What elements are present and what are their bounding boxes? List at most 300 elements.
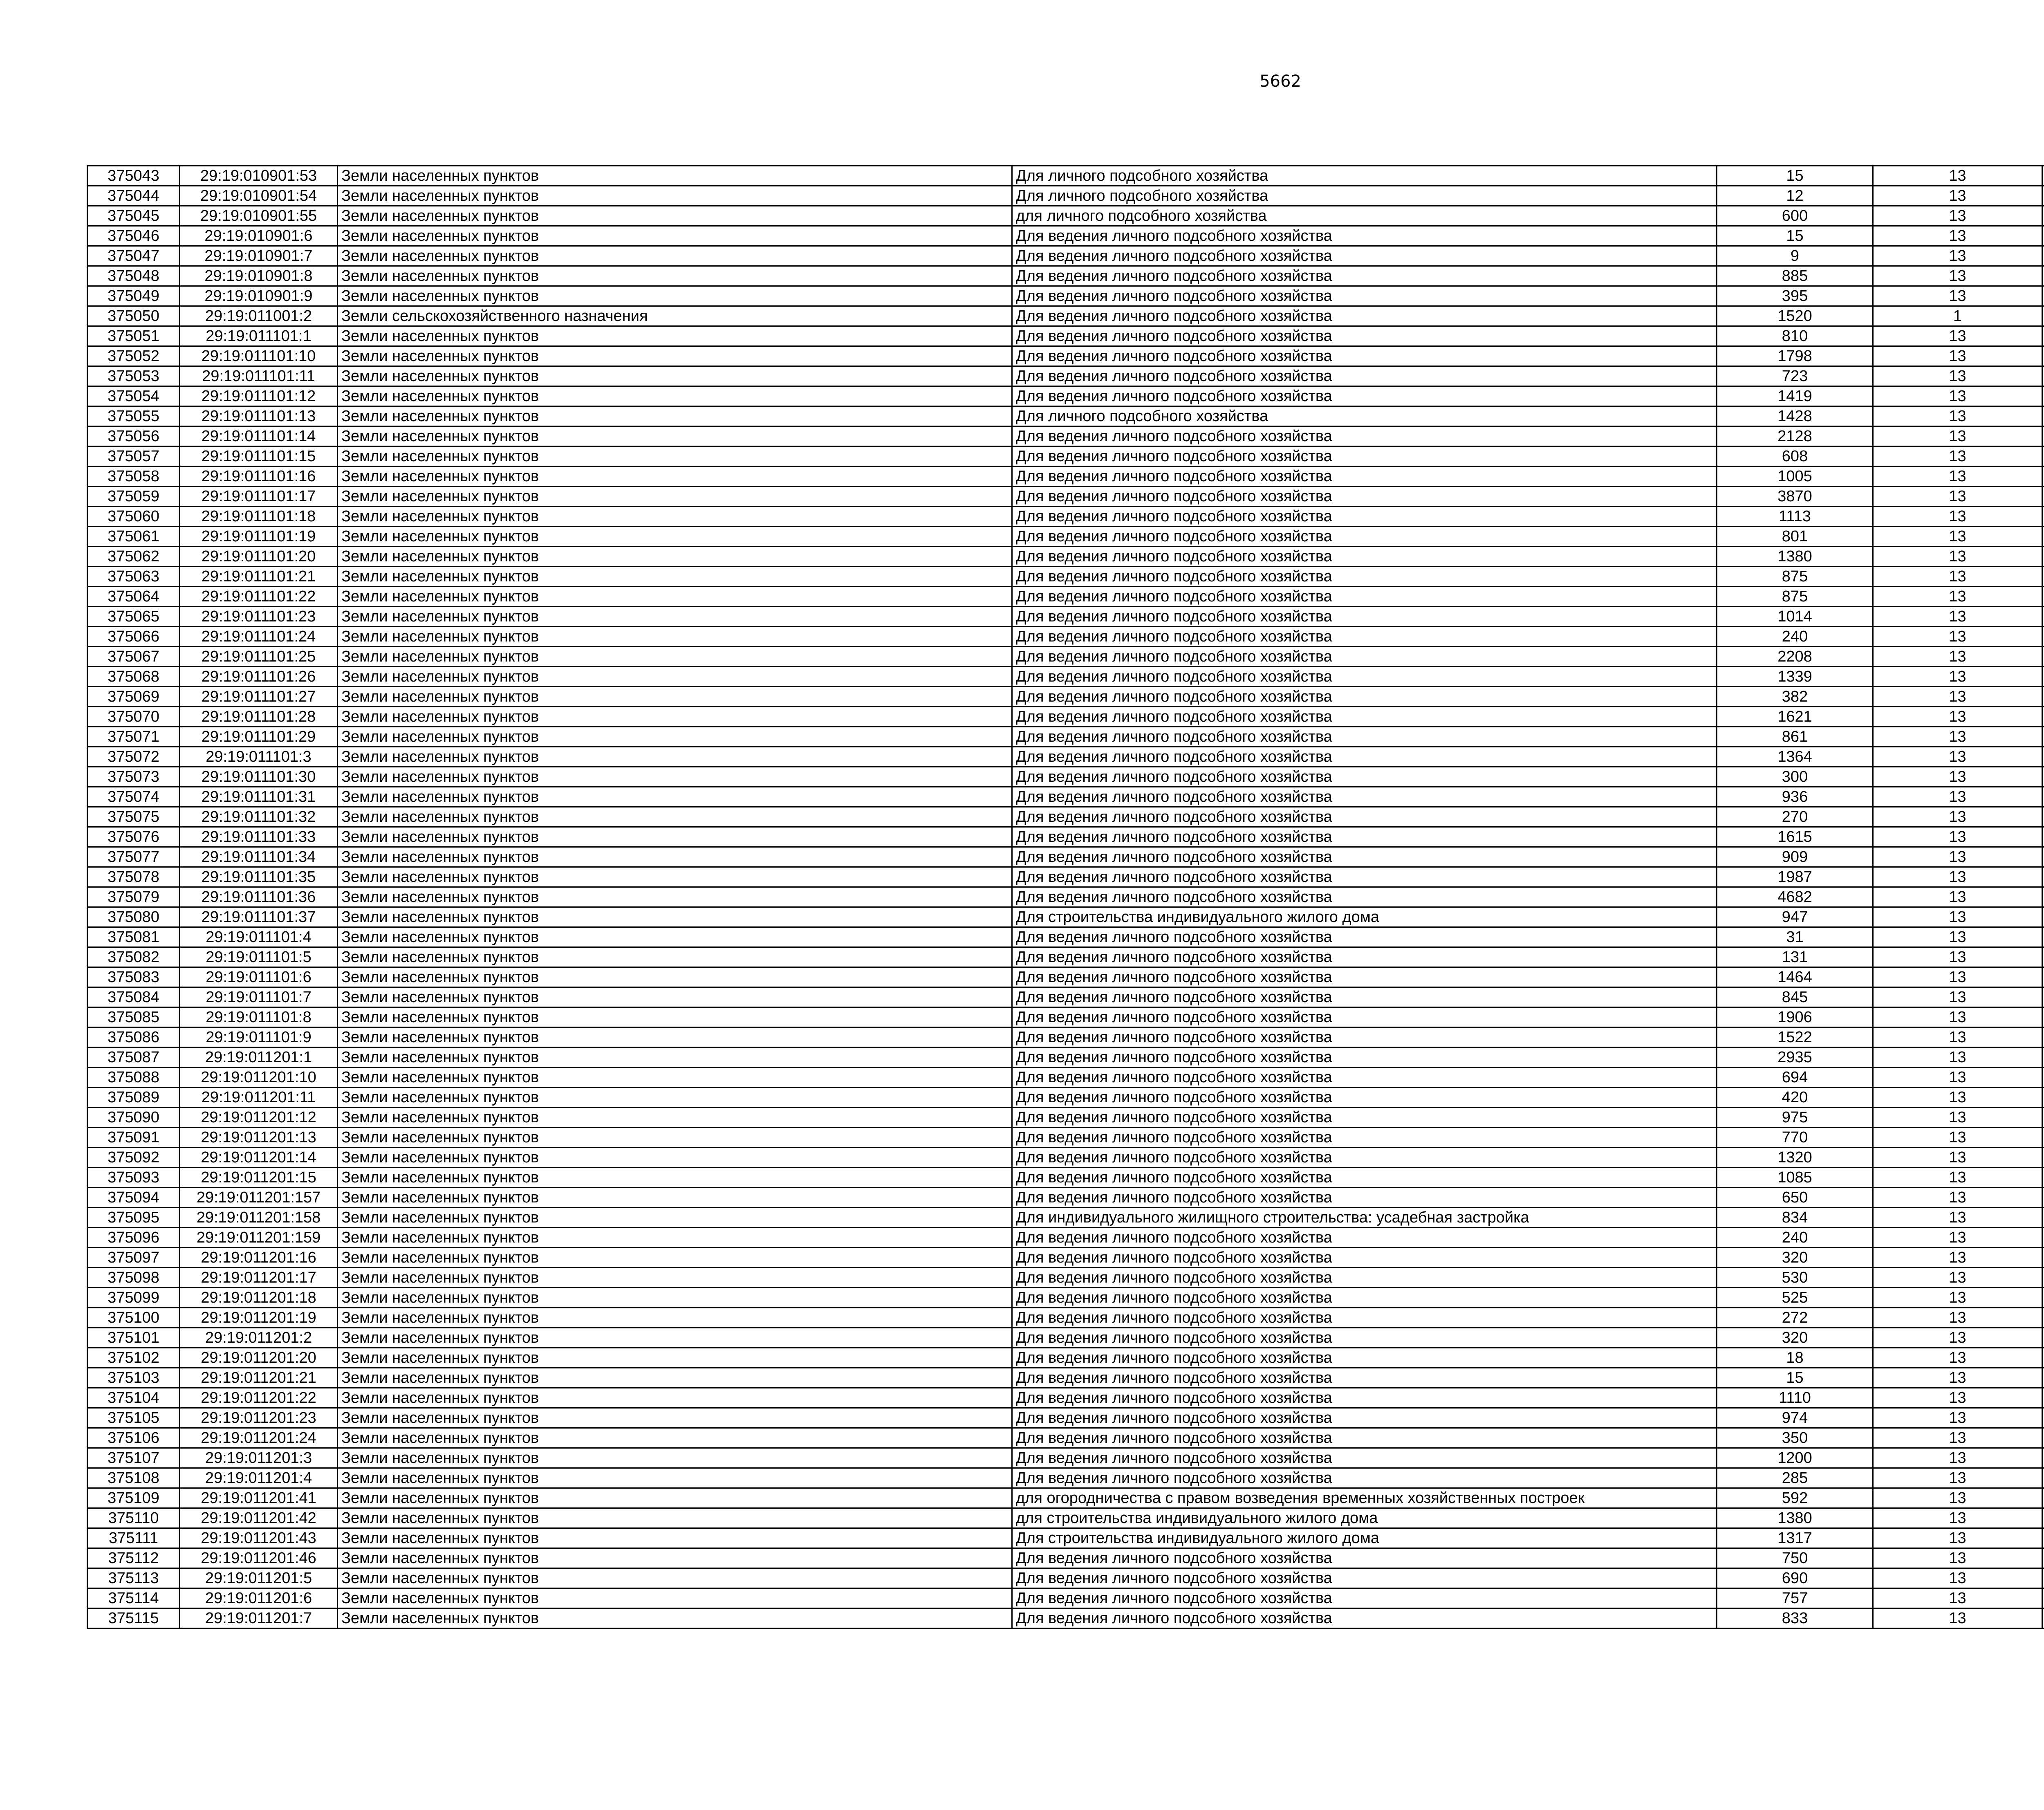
permitted-use-cell: Для личного подсобного хозяйства bbox=[1012, 166, 1717, 186]
land-category-cell: Земли населенных пунктов bbox=[338, 1288, 1012, 1308]
land-category-cell: Земли населенных пунктов bbox=[338, 1308, 1012, 1328]
land-category-cell: Земли населенных пунктов bbox=[338, 927, 1012, 947]
record-number-cell: 375064 bbox=[87, 587, 180, 607]
use-code-cell bbox=[2042, 767, 2044, 787]
cadastral-number-cell: 29:19:011101:30 bbox=[180, 767, 338, 787]
area-cell: 1339 bbox=[1717, 667, 1873, 687]
area-cell: 1522 bbox=[1717, 1027, 1873, 1047]
land-category-cell: Земли населенных пунктов bbox=[338, 1208, 1012, 1228]
land-category-cell: Земли населенных пунктов bbox=[338, 467, 1012, 487]
cadastral-number-cell: 29:19:011101:15 bbox=[180, 446, 338, 467]
area-cell: 947 bbox=[1717, 907, 1873, 927]
area-cell: 845 bbox=[1717, 987, 1873, 1007]
permitted-use-cell: Для ведения личного подсобного хозяйства bbox=[1012, 346, 1717, 366]
record-number-cell: 375089 bbox=[87, 1088, 180, 1108]
record-number-cell: 375081 bbox=[87, 927, 180, 947]
cadastral-number-cell: 29:19:011101:33 bbox=[180, 827, 338, 847]
group-code-cell: 13 bbox=[1873, 587, 2042, 607]
group-code-cell: 13 bbox=[1873, 346, 2042, 366]
use-code-cell bbox=[2042, 647, 2044, 667]
land-category-cell: Земли населенных пунктов bbox=[338, 867, 1012, 887]
cadastral-number-cell: 29:19:010901:6 bbox=[180, 226, 338, 246]
table-row bbox=[87, 507, 2044, 527]
use-code-cell bbox=[2042, 1248, 2044, 1268]
group-code-cell: 13 bbox=[1873, 1608, 2042, 1628]
permitted-use-cell: Для ведения личного подсобного хозяйства bbox=[1012, 1128, 1717, 1148]
record-number-cell: 375078 bbox=[87, 867, 180, 887]
cadastral-number-cell: 29:19:011101:13 bbox=[180, 406, 338, 426]
group-code-cell: 13 bbox=[1873, 1328, 2042, 1348]
table-row bbox=[87, 867, 2044, 887]
group-code-cell: 13 bbox=[1873, 667, 2042, 687]
use-code-cell bbox=[2042, 286, 2044, 306]
land-category-cell: Земли населенных пунктов bbox=[338, 607, 1012, 627]
use-code-cell bbox=[2042, 667, 2044, 687]
cadastral-number-cell: 29:19:011201:2 bbox=[180, 1328, 338, 1348]
land-category-cell: Земли населенных пунктов bbox=[338, 667, 1012, 687]
area-cell: 1464 bbox=[1717, 967, 1873, 987]
cadastral-number-cell: 29:19:010901:54 bbox=[180, 186, 338, 206]
area-cell: 1621 bbox=[1717, 707, 1873, 727]
table-row bbox=[87, 587, 2044, 607]
group-code-cell: 13 bbox=[1873, 1568, 2042, 1588]
cadastral-number-cell: 29:19:011101:35 bbox=[180, 867, 338, 887]
use-code-cell bbox=[2042, 166, 2044, 186]
record-number-cell: 375102 bbox=[87, 1348, 180, 1368]
table-row bbox=[87, 1108, 2044, 1128]
record-number-cell: 375057 bbox=[87, 446, 180, 467]
area-cell: 833 bbox=[1717, 1608, 1873, 1628]
use-code-cell bbox=[2042, 1148, 2044, 1168]
land-category-cell: Земли населенных пунктов bbox=[338, 987, 1012, 1007]
record-number-cell: 375050 bbox=[87, 306, 180, 326]
use-code-cell bbox=[2042, 1448, 2044, 1468]
cadastral-number-cell: 29:19:011101:36 bbox=[180, 887, 338, 907]
area-cell: 2128 bbox=[1717, 426, 1873, 446]
area-cell: 15 bbox=[1717, 226, 1873, 246]
cadastral-number-cell: 29:19:011101:23 bbox=[180, 607, 338, 627]
record-number-cell: 375046 bbox=[87, 226, 180, 246]
permitted-use-cell: Для ведения личного подсобного хозяйства bbox=[1012, 1308, 1717, 1328]
group-code-cell: 13 bbox=[1873, 446, 2042, 467]
cadastral-number-cell: 29:19:011101:8 bbox=[180, 1007, 338, 1027]
group-code-cell: 13 bbox=[1873, 1027, 2042, 1047]
permitted-use-cell: Для ведения личного подсобного хозяйства bbox=[1012, 767, 1717, 787]
table-row bbox=[87, 1328, 2044, 1348]
permitted-use-cell: Для ведения личного подсобного хозяйства bbox=[1012, 927, 1717, 947]
area-cell: 757 bbox=[1717, 1588, 1873, 1608]
use-code-cell bbox=[2042, 326, 2044, 346]
cadastral-number-cell: 29:19:011201:42 bbox=[180, 1508, 338, 1528]
permitted-use-cell: Для ведения личного подсобного хозяйства bbox=[1012, 587, 1717, 607]
permitted-use-cell: Для ведения личного подсобного хозяйства bbox=[1012, 286, 1717, 306]
use-code-cell bbox=[2042, 346, 2044, 366]
land-category-cell: Земли населенных пунктов bbox=[338, 426, 1012, 446]
cadastral-number-cell: 29:19:011201:5 bbox=[180, 1568, 338, 1588]
cadastral-number-cell: 29:19:011201:11 bbox=[180, 1088, 338, 1108]
land-category-cell: Земли населенных пунктов bbox=[338, 326, 1012, 346]
record-number-cell: 375048 bbox=[87, 266, 180, 286]
use-code-cell bbox=[2042, 1168, 2044, 1188]
record-number-cell: 375099 bbox=[87, 1288, 180, 1308]
area-cell: 770 bbox=[1717, 1128, 1873, 1148]
use-code-cell bbox=[2042, 1428, 2044, 1448]
land-category-cell: Земли населенных пунктов bbox=[338, 587, 1012, 607]
table-row bbox=[87, 527, 2044, 547]
land-category-cell: Земли населенных пунктов bbox=[338, 747, 1012, 767]
permitted-use-cell: Для ведения личного подсобного хозяйства bbox=[1012, 987, 1717, 1007]
record-number-cell: 375070 bbox=[87, 707, 180, 727]
group-code-cell: 13 bbox=[1873, 226, 2042, 246]
group-code-cell: 13 bbox=[1873, 1228, 2042, 1248]
land-category-cell: Земли населенных пунктов bbox=[338, 1528, 1012, 1548]
record-number-cell: 375043 bbox=[87, 166, 180, 186]
group-code-cell: 13 bbox=[1873, 1428, 2042, 1448]
land-category-cell: Земли населенных пунктов bbox=[338, 727, 1012, 747]
record-number-cell: 375112 bbox=[87, 1548, 180, 1568]
cadastral-number-cell: 29:19:011201:158 bbox=[180, 1208, 338, 1228]
group-code-cell: 13 bbox=[1873, 1288, 2042, 1308]
record-number-cell: 375108 bbox=[87, 1468, 180, 1488]
table-row bbox=[87, 727, 2044, 747]
cadastral-number-cell: 29:19:011101:28 bbox=[180, 707, 338, 727]
land-category-cell: Земли населенных пунктов bbox=[338, 1128, 1012, 1148]
area-cell: 15 bbox=[1717, 166, 1873, 186]
cadastral-number-cell: 29:19:011101:5 bbox=[180, 947, 338, 967]
land-category-cell: Земли населенных пунктов bbox=[338, 266, 1012, 286]
group-code-cell: 13 bbox=[1873, 1188, 2042, 1208]
use-code-cell bbox=[2042, 186, 2044, 206]
group-code-cell: 13 bbox=[1873, 1148, 2042, 1168]
cadastral-number-cell: 29:19:011201:20 bbox=[180, 1348, 338, 1368]
group-code-cell: 13 bbox=[1873, 767, 2042, 787]
table-row bbox=[87, 346, 2044, 366]
use-code-cell bbox=[2042, 306, 2044, 326]
permitted-use-cell: Для ведения личного подсобного хозяйства bbox=[1012, 446, 1717, 467]
record-number-cell: 375044 bbox=[87, 186, 180, 206]
land-category-cell: Земли населенных пунктов bbox=[338, 1508, 1012, 1528]
use-code-cell bbox=[2042, 1468, 2044, 1488]
table-row bbox=[87, 667, 2044, 687]
record-number-cell: 375066 bbox=[87, 627, 180, 647]
table-row bbox=[87, 907, 2044, 927]
record-number-cell: 375075 bbox=[87, 807, 180, 827]
land-category-cell: Земли населенных пунктов bbox=[338, 1408, 1012, 1428]
land-category-cell: Земли населенных пунктов bbox=[338, 547, 1012, 567]
area-cell: 1014 bbox=[1717, 607, 1873, 627]
permitted-use-cell: Для ведения личного подсобного хозяйства bbox=[1012, 607, 1717, 627]
use-code-cell bbox=[2042, 547, 2044, 567]
permitted-use-cell: для строительства индивидуального жилого дома bbox=[1012, 1508, 1717, 1528]
use-code-cell bbox=[2042, 1508, 2044, 1528]
permitted-use-cell: Для ведения личного подсобного хозяйства bbox=[1012, 1007, 1717, 1027]
use-code-cell bbox=[2042, 446, 2044, 467]
cadastral-number-cell: 29:19:011101:31 bbox=[180, 787, 338, 807]
group-code-cell: 13 bbox=[1873, 1488, 2042, 1508]
use-code-cell bbox=[2042, 1108, 2044, 1128]
use-code-cell bbox=[2042, 386, 2044, 406]
cadastral-number-cell: 29:19:011101:21 bbox=[180, 567, 338, 587]
land-category-cell: Земли населенных пунктов bbox=[338, 406, 1012, 426]
permitted-use-cell: Для ведения личного подсобного хозяйства bbox=[1012, 1608, 1717, 1628]
cadastral-number-cell: 29:19:011201:23 bbox=[180, 1408, 338, 1428]
area-cell: 530 bbox=[1717, 1268, 1873, 1288]
permitted-use-cell: Для ведения личного подсобного хозяйства bbox=[1012, 1468, 1717, 1488]
cadastral-number-cell: 29:19:011201:7 bbox=[180, 1608, 338, 1628]
use-code-cell bbox=[2042, 1208, 2044, 1228]
cadastral-number-cell: 29:19:011201:159 bbox=[180, 1228, 338, 1248]
area-cell: 270 bbox=[1717, 807, 1873, 827]
use-code-cell bbox=[2042, 1007, 2044, 1027]
record-number-cell: 375058 bbox=[87, 467, 180, 487]
land-category-cell: Земли населенных пунктов bbox=[338, 1148, 1012, 1168]
cadastral-number-cell: 29:19:011101:29 bbox=[180, 727, 338, 747]
use-code-cell bbox=[2042, 527, 2044, 547]
table-row bbox=[87, 1388, 2044, 1408]
area-cell: 1380 bbox=[1717, 1508, 1873, 1528]
area-cell: 1005 bbox=[1717, 467, 1873, 487]
group-code-cell: 13 bbox=[1873, 246, 2042, 266]
area-cell: 1113 bbox=[1717, 507, 1873, 527]
record-number-cell: 375092 bbox=[87, 1148, 180, 1168]
use-code-cell bbox=[2042, 567, 2044, 587]
area-cell: 750 bbox=[1717, 1548, 1873, 1568]
land-category-cell: Земли населенных пунктов bbox=[338, 246, 1012, 266]
group-code-cell: 13 bbox=[1873, 1128, 2042, 1148]
permitted-use-cell: Для ведения личного подсобного хозяйства bbox=[1012, 1248, 1717, 1268]
permitted-use-cell: Для ведения личного подсобного хозяйства bbox=[1012, 1368, 1717, 1388]
area-cell: 875 bbox=[1717, 567, 1873, 587]
record-number-cell: 375093 bbox=[87, 1168, 180, 1188]
land-category-cell: Земли населенных пунктов bbox=[338, 166, 1012, 186]
table-row bbox=[87, 1088, 2044, 1108]
area-cell: 31 bbox=[1717, 927, 1873, 947]
permitted-use-cell: для личного подсобного хозяйства bbox=[1012, 206, 1717, 226]
land-category-cell: Земли населенных пунктов bbox=[338, 1428, 1012, 1448]
group-code-cell: 13 bbox=[1873, 1248, 2042, 1268]
use-code-cell bbox=[2042, 1328, 2044, 1348]
area-cell: 1987 bbox=[1717, 867, 1873, 887]
group-code-cell: 13 bbox=[1873, 527, 2042, 547]
cadastral-number-cell: 29:19:010901:53 bbox=[180, 166, 338, 186]
land-category-cell: Земли населенных пунктов bbox=[338, 1027, 1012, 1047]
land-category-cell: Земли населенных пунктов bbox=[338, 1608, 1012, 1628]
cadastral-number-cell: 29:19:011201:4 bbox=[180, 1468, 338, 1488]
permitted-use-cell: Для ведения личного подсобного хозяйства bbox=[1012, 1408, 1717, 1428]
permitted-use-cell: Для ведения личного подсобного хозяйства bbox=[1012, 627, 1717, 647]
table-row bbox=[87, 206, 2044, 226]
permitted-use-cell: Для ведения личного подсобного хозяйства bbox=[1012, 1188, 1717, 1208]
table-row bbox=[87, 1428, 2044, 1448]
land-category-cell: Земли населенных пунктов bbox=[338, 847, 1012, 867]
table-row bbox=[87, 1148, 2044, 1168]
land-category-cell: Земли населенных пунктов bbox=[338, 1388, 1012, 1408]
permitted-use-cell: Для ведения личного подсобного хозяйства bbox=[1012, 306, 1717, 326]
permitted-use-cell: Для ведения личного подсобного хозяйства bbox=[1012, 807, 1717, 827]
use-code-cell bbox=[2042, 1528, 2044, 1548]
group-code-cell: 13 bbox=[1873, 647, 2042, 667]
area-cell: 723 bbox=[1717, 366, 1873, 386]
group-code-cell: 13 bbox=[1873, 1308, 2042, 1328]
record-number-cell: 375084 bbox=[87, 987, 180, 1007]
record-number-cell: 375047 bbox=[87, 246, 180, 266]
land-category-cell: Земли населенных пунктов bbox=[338, 1328, 1012, 1348]
use-code-cell bbox=[2042, 1368, 2044, 1388]
group-code-cell: 13 bbox=[1873, 386, 2042, 406]
cadastral-number-cell: 29:19:011201:17 bbox=[180, 1268, 338, 1288]
group-code-cell: 13 bbox=[1873, 186, 2042, 206]
land-category-cell: Земли населенных пунктов bbox=[338, 286, 1012, 306]
record-number-cell: 375110 bbox=[87, 1508, 180, 1528]
permitted-use-cell: Для ведения личного подсобного хозяйства bbox=[1012, 426, 1717, 446]
record-number-cell: 375098 bbox=[87, 1268, 180, 1288]
record-number-cell: 375106 bbox=[87, 1428, 180, 1448]
record-number-cell: 375079 bbox=[87, 887, 180, 907]
cadastral-number-cell: 29:19:011101:34 bbox=[180, 847, 338, 867]
permitted-use-cell: Для ведения личного подсобного хозяйства bbox=[1012, 1108, 1717, 1128]
cadastral-number-cell: 29:19:011101:14 bbox=[180, 426, 338, 446]
cadastral-number-cell: 29:19:011201:19 bbox=[180, 1308, 338, 1328]
table-body bbox=[87, 166, 2044, 1628]
record-number-cell: 375068 bbox=[87, 667, 180, 687]
permitted-use-cell: Для ведения личного подсобного хозяйства bbox=[1012, 246, 1717, 266]
use-code-cell bbox=[2042, 1608, 2044, 1628]
group-code-cell: 13 bbox=[1873, 507, 2042, 527]
table-row bbox=[87, 1208, 2044, 1228]
permitted-use-cell: Для ведения личного подсобного хозяйства bbox=[1012, 647, 1717, 667]
use-code-cell bbox=[2042, 1128, 2044, 1148]
table-row bbox=[87, 1568, 2044, 1588]
table-row bbox=[87, 847, 2044, 867]
record-number-cell: 375088 bbox=[87, 1068, 180, 1088]
record-number-cell: 375060 bbox=[87, 507, 180, 527]
use-code-cell bbox=[2042, 867, 2044, 887]
use-code-cell bbox=[2042, 1388, 2044, 1408]
land-category-cell: Земли населенных пунктов bbox=[338, 807, 1012, 827]
area-cell: 810 bbox=[1717, 326, 1873, 346]
record-number-cell: 375059 bbox=[87, 487, 180, 507]
record-number-cell: 375065 bbox=[87, 607, 180, 627]
land-category-cell: Земли населенных пунктов bbox=[338, 346, 1012, 366]
permitted-use-cell: Для ведения личного подсобного хозяйства bbox=[1012, 1047, 1717, 1068]
use-code-cell bbox=[2042, 406, 2044, 426]
use-code-cell bbox=[2042, 1588, 2044, 1608]
group-code-cell: 13 bbox=[1873, 967, 2042, 987]
record-number-cell: 375074 bbox=[87, 787, 180, 807]
table-row bbox=[87, 446, 2044, 467]
table-row bbox=[87, 1588, 2044, 1608]
use-code-cell bbox=[2042, 947, 2044, 967]
record-number-cell: 375103 bbox=[87, 1368, 180, 1388]
permitted-use-cell: Для ведения личного подсобного хозяйства bbox=[1012, 787, 1717, 807]
cadastral-number-cell: 29:19:010901:7 bbox=[180, 246, 338, 266]
table-row bbox=[87, 747, 2044, 767]
cadastral-number-cell: 29:19:011201:1 bbox=[180, 1047, 338, 1068]
permitted-use-cell: Для ведения личного подсобного хозяйства bbox=[1012, 527, 1717, 547]
cadastral-number-cell: 29:19:011201:12 bbox=[180, 1108, 338, 1128]
area-cell: 1798 bbox=[1717, 346, 1873, 366]
cadastral-number-cell: 29:19:011101:1 bbox=[180, 326, 338, 346]
permitted-use-cell: Для строительства индивидуального жилого дома bbox=[1012, 907, 1717, 927]
permitted-use-cell: Для ведения личного подсобного хозяйства bbox=[1012, 707, 1717, 727]
land-category-cell: Земли населенных пунктов bbox=[338, 1268, 1012, 1288]
area-cell: 240 bbox=[1717, 627, 1873, 647]
land-category-cell: Земли населенных пунктов bbox=[338, 366, 1012, 386]
cadastral-number-cell: 29:19:011201:41 bbox=[180, 1488, 338, 1508]
use-code-cell bbox=[2042, 967, 2044, 987]
record-number-cell: 375094 bbox=[87, 1188, 180, 1208]
cadastral-number-cell: 29:19:010901:55 bbox=[180, 206, 338, 226]
group-code-cell: 13 bbox=[1873, 1068, 2042, 1088]
record-number-cell: 375072 bbox=[87, 747, 180, 767]
group-code-cell: 13 bbox=[1873, 1468, 2042, 1488]
use-code-cell bbox=[2042, 1268, 2044, 1288]
group-code-cell: 13 bbox=[1873, 487, 2042, 507]
cadastral-number-cell: 29:19:011101:24 bbox=[180, 627, 338, 647]
cadastral-number-cell: 29:19:011101:32 bbox=[180, 807, 338, 827]
table-row bbox=[87, 827, 2044, 847]
group-code-cell: 13 bbox=[1873, 727, 2042, 747]
group-code-cell: 13 bbox=[1873, 1588, 2042, 1608]
area-cell: 875 bbox=[1717, 587, 1873, 607]
table-row bbox=[87, 1508, 2044, 1528]
table-row bbox=[87, 707, 2044, 727]
permitted-use-cell: Для ведения личного подсобного хозяйства bbox=[1012, 567, 1717, 587]
group-code-cell: 13 bbox=[1873, 787, 2042, 807]
table-row bbox=[87, 1408, 2044, 1428]
use-code-cell bbox=[2042, 1408, 2044, 1428]
land-category-cell: Земли населенных пунктов bbox=[338, 1068, 1012, 1088]
area-cell: 395 bbox=[1717, 286, 1873, 306]
cadastral-number-cell: 29:19:011201:43 bbox=[180, 1528, 338, 1548]
permitted-use-cell: Для ведения личного подсобного хозяйства bbox=[1012, 1348, 1717, 1368]
area-cell: 600 bbox=[1717, 206, 1873, 226]
area-cell: 608 bbox=[1717, 446, 1873, 467]
table-row bbox=[87, 1188, 2044, 1208]
record-number-cell: 375096 bbox=[87, 1228, 180, 1248]
record-number-cell: 375087 bbox=[87, 1047, 180, 1068]
table-row bbox=[87, 967, 2044, 987]
area-cell: 975 bbox=[1717, 1108, 1873, 1128]
record-number-cell: 375077 bbox=[87, 847, 180, 867]
table-row bbox=[87, 1548, 2044, 1568]
permitted-use-cell: Для ведения личного подсобного хозяйства bbox=[1012, 1288, 1717, 1308]
use-code-cell bbox=[2042, 1308, 2044, 1328]
table-row bbox=[87, 386, 2044, 406]
area-cell: 650 bbox=[1717, 1188, 1873, 1208]
table-row bbox=[87, 406, 2044, 426]
group-code-cell: 13 bbox=[1873, 1088, 2042, 1108]
permitted-use-cell: Для ведения личного подсобного хозяйства bbox=[1012, 887, 1717, 907]
group-code-cell: 13 bbox=[1873, 567, 2042, 587]
area-cell: 974 bbox=[1717, 1408, 1873, 1428]
cadastral-number-cell: 29:19:011201:46 bbox=[180, 1548, 338, 1568]
land-category-cell: Земли населенных пунктов bbox=[338, 767, 1012, 787]
cadastral-number-cell: 29:19:011201:157 bbox=[180, 1188, 338, 1208]
table-row bbox=[87, 226, 2044, 246]
use-code-cell bbox=[2042, 927, 2044, 947]
table-row bbox=[87, 1488, 2044, 1508]
group-code-cell: 13 bbox=[1873, 406, 2042, 426]
area-cell: 1317 bbox=[1717, 1528, 1873, 1548]
use-code-cell bbox=[2042, 627, 2044, 647]
group-code-cell: 13 bbox=[1873, 947, 2042, 967]
land-category-cell: Земли населенных пунктов bbox=[338, 647, 1012, 667]
land-category-cell: Земли населенных пунктов bbox=[338, 1348, 1012, 1368]
land-category-cell: Земли населенных пунктов bbox=[338, 627, 1012, 647]
land-category-cell: Земли населенных пунктов bbox=[338, 787, 1012, 807]
land-category-cell: Земли населенных пунктов bbox=[338, 507, 1012, 527]
